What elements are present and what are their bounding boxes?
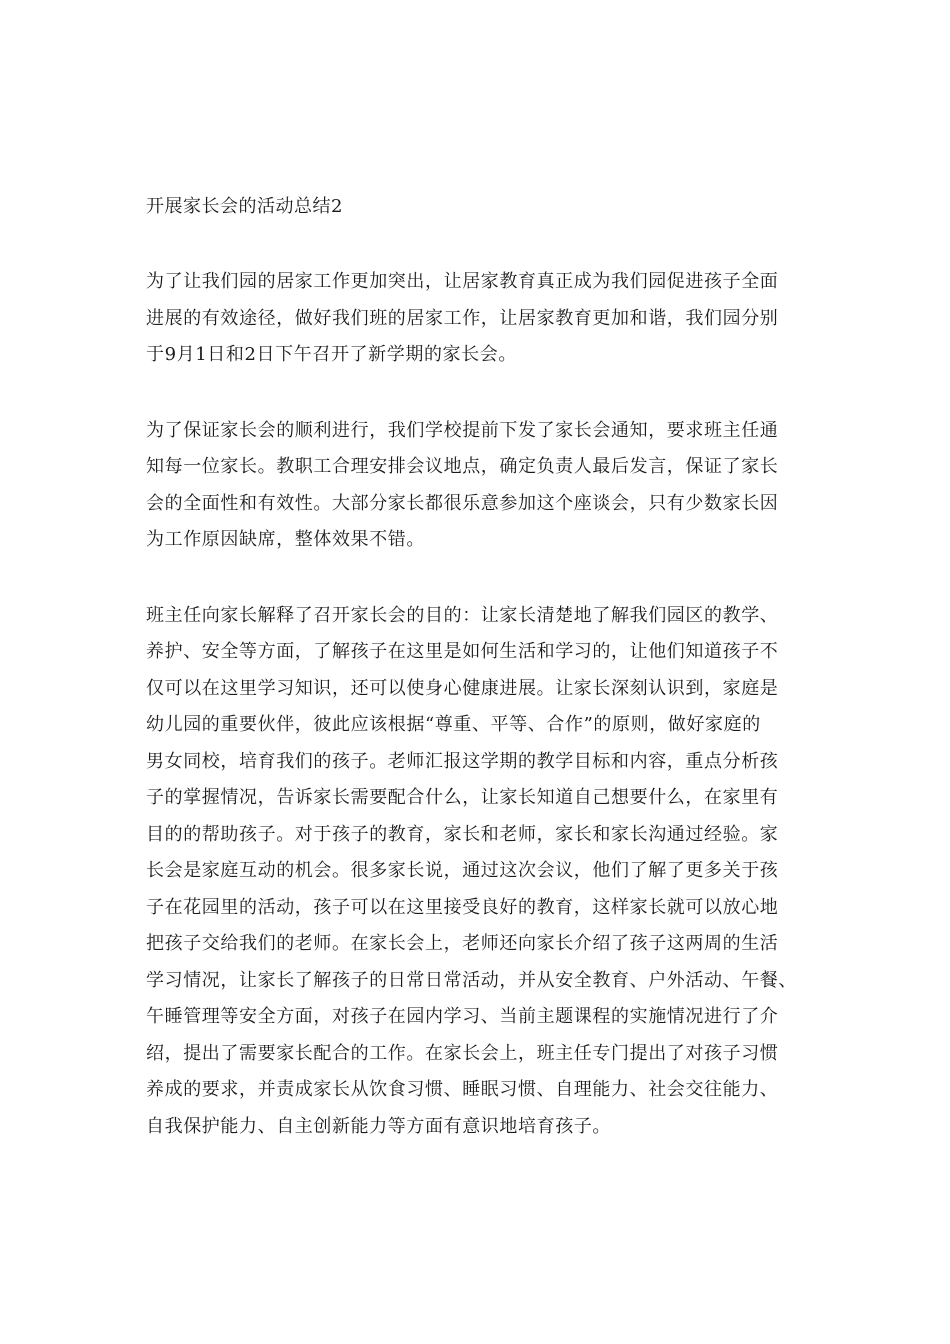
- paragraph-line: 养成的要求，并责成家长从饮食习惯、睡眠习惯、自理能力、社会交往能力、: [146, 1079, 779, 1100]
- document-body: [146, 193, 810, 1184]
- paragraph-line: 会的全面性和有效性。大部分家长都很乐意参加这个座谈会，只有少数家长因: [146, 492, 779, 514]
- paragraph-3: [146, 598, 810, 1146]
- paragraph-line: 绍，提出了需要家长配合的工作。在家长会上，班主任专门提出了对孩子习惯: [146, 1042, 779, 1064]
- paragraph-line: 午睡管理等安全方面，对孩子在园内学习、当前主题课程的实施情况进行了介: [146, 1006, 779, 1027]
- paragraph-line: 子在花园里的活动，孩子可以在这里接受良好的教育，这样家长就可以放心地: [146, 896, 779, 918]
- paragraph-2: [146, 413, 810, 559]
- paragraph-line: 子的掌握情况，告诉家长需要配合什么，让家长知道自己想要什么，在家里有: [146, 787, 779, 808]
- paragraph-line: 男女同校，培育我们的孩子。老师汇报这学期的教学目标和内容，重点分析孩: [146, 750, 779, 772]
- paragraph-line: 养护、安全等方面，了解孩子在这里是如何生活和学习的，让他们知道孩子不: [146, 641, 779, 662]
- paragraph-line: 把孩子交给我们的老师。在家长会上，老师还向家长介绍了孩子这两周的生活: [146, 933, 779, 954]
- paragraph-line: 知每一位家长。教职工合理安排会议地点，确定负责人最后发言，保证了家长: [146, 456, 779, 477]
- paragraph-line: 于9月1日和2日下午召开了新学期的家长会。: [146, 344, 517, 365]
- paragraph-line: 目的的帮助孩子。对于孩子的教育，家长和老师，家长和家长沟通过经验。家: [146, 823, 779, 845]
- paragraph-line: 进展的有效途径，做好我们班的居家工作，让居家教育更加和谐，我们园分别: [146, 307, 779, 329]
- paragraph-line: 仅可以在这里学习知识，还可以使身心健康进展。让家长深刻认识到，家庭是: [146, 677, 779, 699]
- paragraph-line: 长会是家庭互动的机会。很多家长说，通过这次会议，他们了解了更多关于孩: [146, 860, 779, 881]
- document-title: 开展家长会的活动总结2: [146, 196, 343, 217]
- paragraph-line: 学习情况，让家长了解孩子的日常日常活动，并从安全教育、户外活动、午餐、: [146, 969, 797, 991]
- paragraph-line: 自我保护能力、自主创新能力等方面有意识地培育孩子。: [146, 1115, 611, 1137]
- paragraph-line: 为了让我们园的居家工作更加突出，让居家教育真正成为我们园促进孩子全面: [146, 271, 779, 292]
- paragraph-1: [146, 264, 810, 374]
- paragraph-line: 班主任向家长解释了召开家长会的目的：让家长清楚地了解我们园区的教学、: [146, 604, 779, 626]
- paragraph-line: 为了保证家长会的顺利进行，我们学校提前下发了家长会通知，要求班主任通: [146, 419, 779, 441]
- paragraph-line: 为工作原因缺席，整体效果不错。: [146, 529, 425, 550]
- paragraph-line: 幼儿园的重要伙伴，彼此应该根据“尊重、平等、合作”的原则，做好家庭的: [146, 714, 761, 735]
